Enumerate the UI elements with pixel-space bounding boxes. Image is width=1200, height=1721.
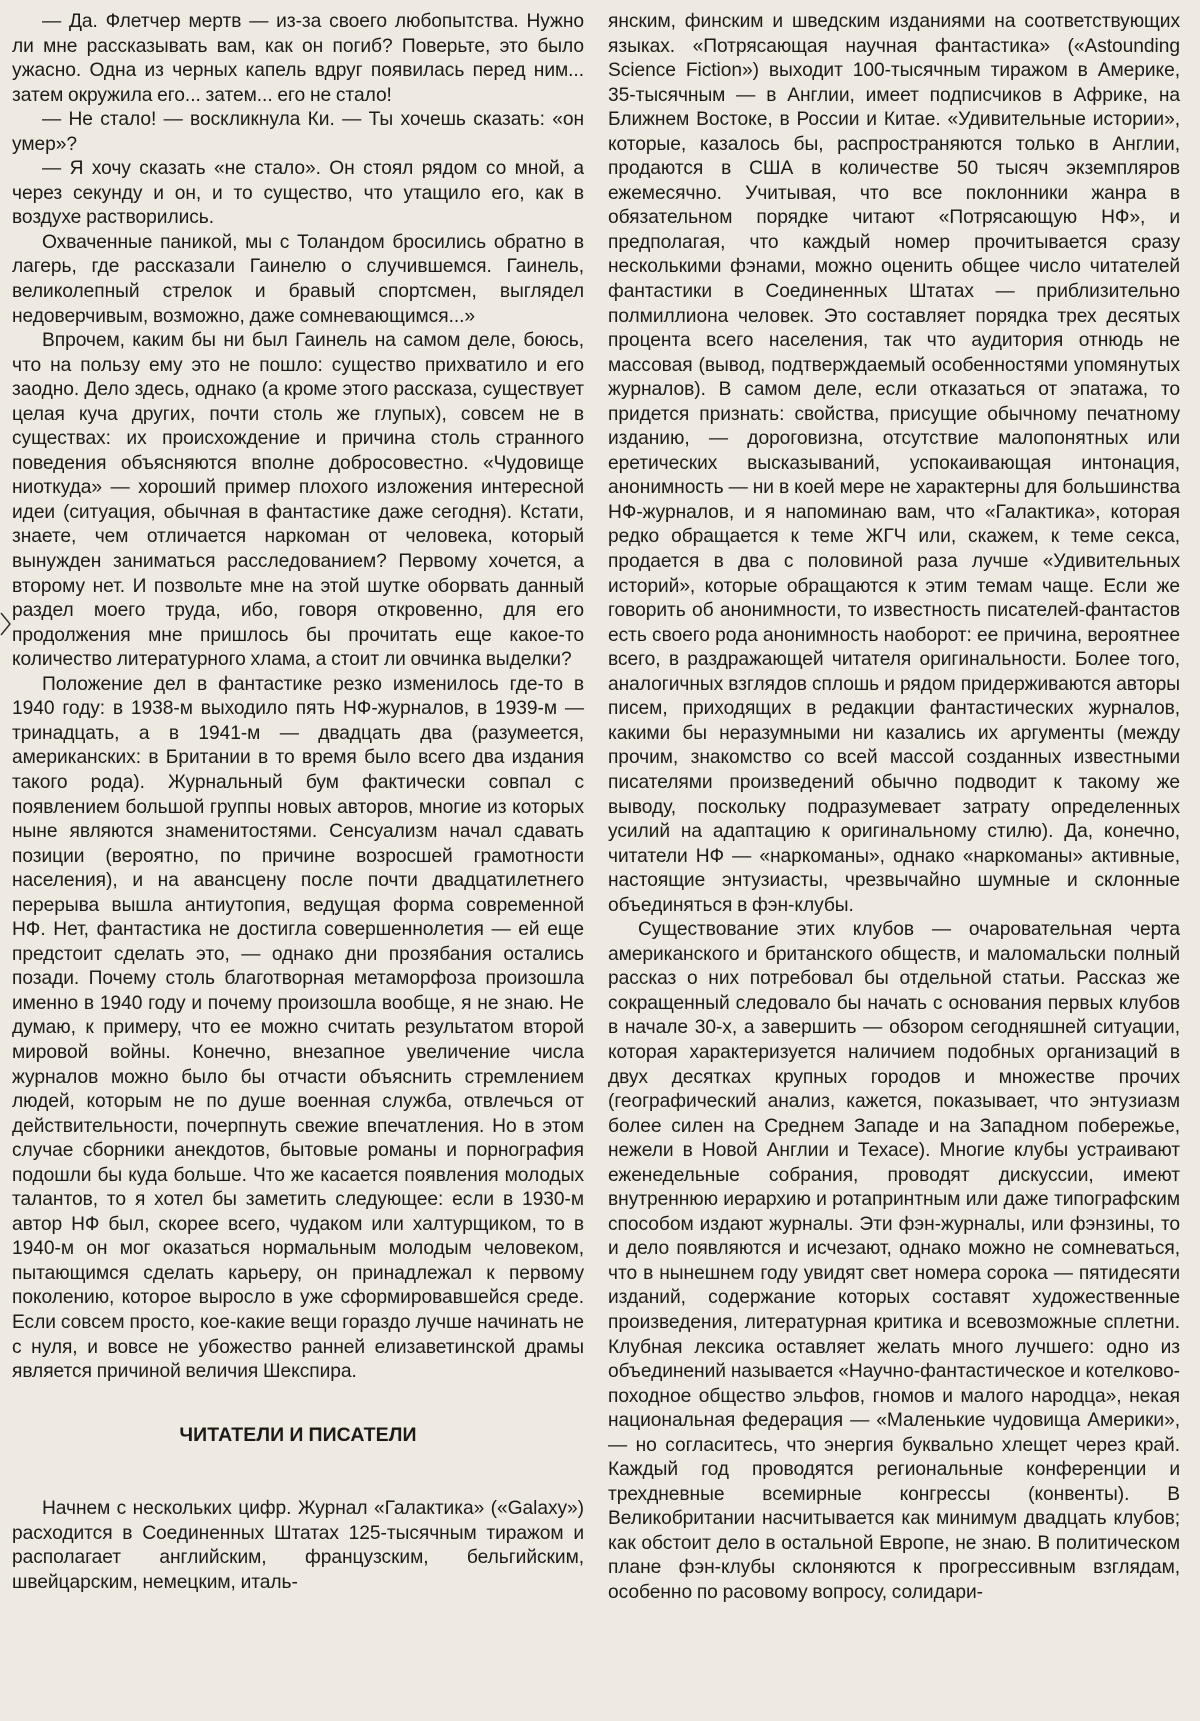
paragraph: — Не стало! — воскликнула Ки. — Ты хочешь сказать: «он умер»? <box>12 109 584 155</box>
section-heading: ЧИТАТЕЛИ И ПИСАТЕЛИ <box>179 1423 417 1446</box>
left-column <box>12 10 584 1595</box>
paragraph: Начнем с нескольких цифр. Журнал «Галактика» («Galaxy») расходится в Соединенных Штатах 125-тысячным тиражом и располагает английским, французским, бельгийским, швейцарским, немецким, италь- <box>12 1498 584 1593</box>
paragraph: Впрочем, каким бы ни был Гаинель на самом деле, боюсь, что на пользу ему это не пошло: существо прихватило и его заодно. Дело здесь, однако (а кроме этого рассказа, существует целая куча других, почти столь же глупых), совсем не в существах: их происхождение и причина столь странного поведения объясняются вполне добросовестно. «Чудовище ниоткуда» — хороший пример плохого изложения интересной идеи (ситуация, обычная в фантастике даже сегодня). Кстати, знаете, чем отличается наркоман от человека, который вынужден заниматься расследованием? Первому хочется, а второму нет. И позвольте мне на этой шутке оборвать данный раздел моего труда, ибо, говоря откровенно, для его продолжения мне пришлось бы прочитать еще какое-то количество литературного хлама, а стоит ли овчинка выделки? <box>12 330 584 671</box>
paragraph: янским, финским и шведским изданиями на соответствующих языках. «Потрясающая научная фантастика» («Astounding Science Fiction») выходит 100-тысячным тиражом в Америке, 35-тысячным — в Англии, имеет подписчиков в Африке, на Ближнем Востоке, в России и Китае. «Удивительные истории», которые, казалось бы, распространяются только в Англии, продаются в США в количестве 50 тысяч экземпляров ежемесячно. Учитывая, что все поклонники жанра в обязательном порядке читают «Потрясающую НФ», и предполагая, что каждый номер прочитывается сразу несколькими фэнами, можно оценить общее число читателей фантастики в Соединенных Штатах — приблизительно полмиллиона человек. Это составляет порядка трех десятых процента всего населения, так что аудитория отнюдь не массовая (вывод, подтверждаемый особенностями упомянутых журналов). В самом деле, если отказаться от эпатажа, то придется признать: свойства, присущие обычному печатному изданию, — дороговизна, отсутствие малопонятных или еретических высказываний, успокаивающая интонация, анонимность — ни в коей мере не характерны для большинства НФ-журналов, и я напоминаю вам, что «Галактика», которая редко обращается к теме ЖГЧ или, скажем, к теме секса, продается в два с половиной раза лучше «Удивительных историй», которые обращаются к этим темам чаще. Если же говорить об анонимности, то известность писателей-фантастов есть своего рода анонимность наоборот: ее причина, вероятнее всего, в раздражающей читателя оригинальности. Более того, аналогичных взглядов сплошь и рядом придерживаются авторы писем, приходящих в редакции фантастических журналов, какими бы неразумными ни казались их аргументы (между прочим, знакомство со всей массой созданных известными писателями произведений обычно подводит к такому же выводу, поскольку подразумевает затрату определенных усилий на адаптацию к оригинальному стилю). Да, конечно, читатели НФ — «наркоманы», однако «наркоманы» активные, настоящие энтузиасты, чрезвычайно шумные и склонные объединяться в фэн-клубы. <box>608 11 1180 916</box>
paragraph: Охваченные паникой, мы с Толандом бросились обратно в лагерь, где рассказали Гаинелю о случившемся. Гаинель, великолепный стрелок и бравый спортсмен, выглядел недоверчивым, возможно, даже сомневающимся...» <box>12 231 584 327</box>
right-column <box>608 10 1180 1606</box>
paragraph: — Да. Флетчер мертв — из-за своего любопытства. Нужно ли мне рассказывать вам, как он погиб? Поверьте, это было ужасно. Одна из черных капель вдруг появилась перед ним... затем окружила его... затем... его не стало! <box>12 11 584 106</box>
margin-mark <box>0 612 12 636</box>
paragraph: Существование этих клубов — очаровательная черта американского и британского обществ, и маломальски полный рассказ о них потребовал бы отдельной статьи. Рассказ же сокращенный следовало бы начать с основания первых клубов в начале 30-х, а завершить — обзором сегодняшней ситуации, которая характеризуется наличием подобных организаций в двух десятках крупных городов и множестве прочих (географический анализ, кажется, показывает, что энтузиазм более силен на Среднем Западе и на Западном побережье, нежели в Новой Англии и Техасе). Многие клубы устраивают еженедельные собрания, проводят дискуссии, имеют внутреннюю иерархию и ротапринтным или даже типографским способом издают журналы. Эти фэн-журналы, или фэнзины, то и дело появляются и исчезают, однако можно не сомневаться, что в нынешнем году увидят свет номера сорока — пятидесяти изданий, содержание которых составят художественные произведения, литературная критика и всевозможные сплетни. Клубная лексика оставляет желать много лучшего: одно из объединений называется «Научно-фантастическое и котелково-походное общество эльфов, гномов и малого народца», некая национальная федерация — «Маленькие чудовища Америки», — но согласитесь, что энергия буквально хлещет через край. Каждый год проводятся региональные конференции и трехдневные всемирные конгрессы (конвенты). В Великобритании насчитывается как минимум двадцать клубов; как обстоит дело в остальной Европе, не знаю. В политическом плане фэн-клубы склоняются к прогрессивным взглядам, особенно по расовому вопросу, солидари- <box>608 919 1180 1603</box>
paragraph: — Я хочу сказать «не стало». Он стоял рядом со мной, а через секунду и он, и то существо, что утащило его, как в воздухе растворились. <box>12 158 584 229</box>
paragraph: Положение дел в фантастике резко изменилось где-то в 1940 году: в 1938-м выходило пять НФ-журналов, в 1939-м — тринадцать, а в 1941-м — двадцать два (разумеется, американских: в Британии в то время было всего два издания такого рода). Журнальный бум фактически совпал с появлением большой группы новых авторов, многие из которых ныне являются знаменитостями. Сенсуализм начал сдавать позиции (вероятно, по причине возросшей грамотности населения), и на авансцену после почти двадцатилетнего перерыва вышла антиутопия, ведущая форма современной НФ. Нет, фантастика не достигла совершеннолетия — ей еще предстоит сделать это, — однако дни прозябания остались позади. Почему столь благотворная метаморфоза произошла именно в 1940 году и почему произошла вообще, я не знаю. Не думаю, к примеру, что ее можно считать результатом второй мировой войны. Конечно, внезапное увеличение числа журналов можно было бы отчасти объяснить стремлением людей, которым не по душе военная служба, отвлечься от действительности, почерпнуть свежие впечатления. Но в этом случае сборники анекдотов, бытовые романы и порнография подошли бы куда больше. Что же касается появления молодых талантов, то я хотел бы заметить следующее: если в 1930-м автор НФ был, скорее всего, чудаком или халтурщиком, то в 1940-м он мог оказаться нормальным молодым человеком, пытающимся сделать карьеру, он принадлежал к первому поколению, которое выросло в уже сформировавшейся среде. Если совсем просто, кое-какие вещи гораздо лучше начинать не с нуля, и вовсе не убожество ранней елизаветинской драмы является причиной величия Шекспира. <box>12 673 584 1383</box>
